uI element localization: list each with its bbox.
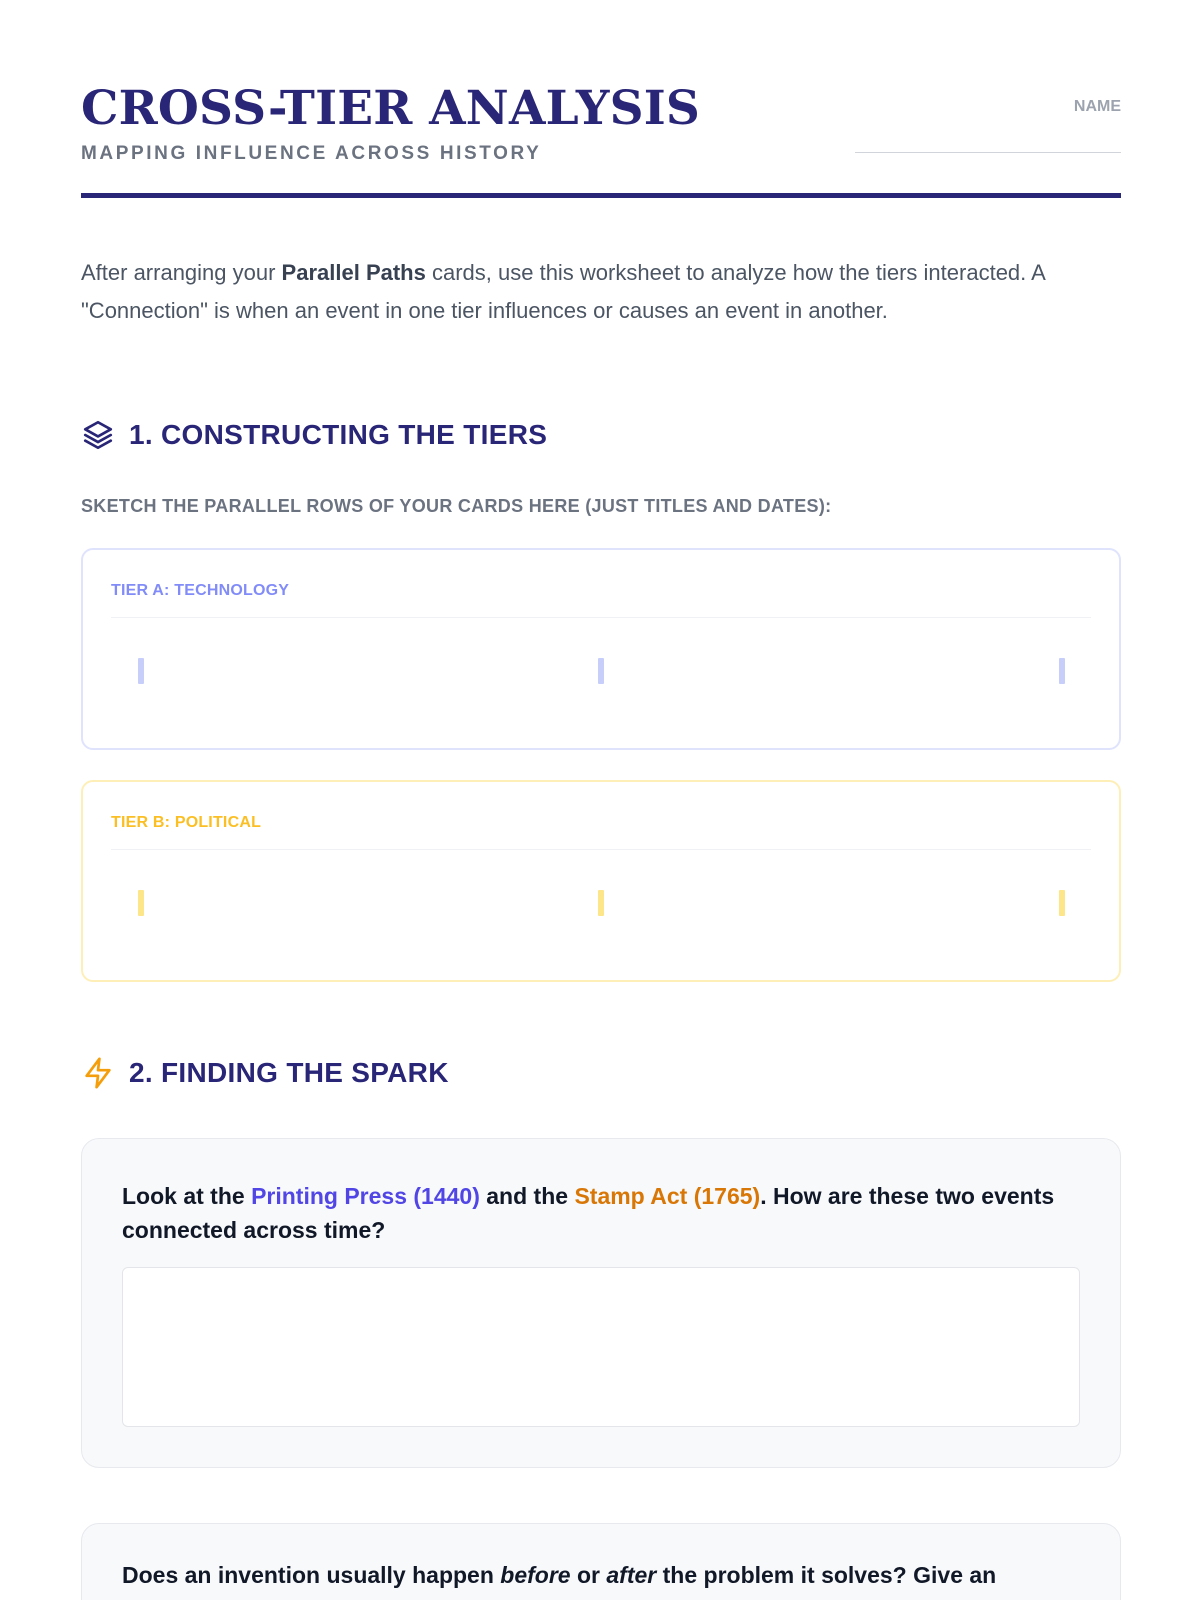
q1-text-part: . How are these two events connected across time? [122, 1183, 1055, 1243]
tier-a-marker [1059, 658, 1065, 684]
sketch-prompt: SKETCH THE PARALLEL ROWS OF YOUR CARDS HERE (JUST TITLES AND DATES): [81, 496, 832, 516]
tier-b-marker [598, 890, 604, 916]
tier-a-marker [598, 658, 604, 684]
layers-icon [81, 418, 115, 452]
section-2-heading [81, 1056, 449, 1090]
name-field-line[interactable] [855, 152, 1121, 153]
name-label: NAME [1073, 98, 1121, 115]
intro-text-start: After arranging your [81, 260, 282, 285]
header-divider [81, 193, 1121, 198]
q1-text-part: Look at the [122, 1183, 252, 1209]
q2-emphasis-after: after [606, 1562, 657, 1588]
q2-emphasis-before: before [500, 1562, 571, 1588]
page-subtitle: MAPPING INFLUENCE ACROSS HISTORY [81, 143, 542, 164]
tier-b-marker [138, 890, 144, 916]
section-1-heading [81, 418, 547, 452]
q1-highlight-printing-press: Printing Press (1440) [251, 1183, 480, 1209]
intro-text-end: cards, use this worksheet to analyze how the tiers interacted. A "Connection" is when an event in one tier influences or causes an event in another. [81, 260, 1045, 323]
tier-a-label: TIER A: TECHNOLOGY [111, 582, 290, 599]
question-2-card [81, 1523, 1121, 1600]
question-1-card [81, 1138, 1121, 1468]
question-1-text [122, 1179, 1080, 1247]
tier-b-marker [1059, 890, 1065, 916]
section-1-title: 1. CONSTRUCTING THE TIERS [129, 419, 548, 450]
tier-a-marker [138, 658, 144, 684]
question-1-answer-box[interactable] [122, 1267, 1080, 1427]
tier-a-card[interactable] [81, 548, 1121, 750]
tier-a-divider [111, 617, 1091, 618]
page-title: CROSS-TIER ANALYSIS [81, 81, 701, 136]
lightning-icon [81, 1056, 115, 1090]
q2-text-part: the problem it solves? Give an [656, 1562, 997, 1588]
q1-highlight-stamp-act: Stamp Act (1765) [574, 1183, 761, 1209]
tier-b-divider [111, 849, 1091, 850]
intro-bold-text: Parallel Paths [281, 260, 426, 285]
q2-text-part: or [570, 1562, 607, 1588]
intro-paragraph [81, 254, 1121, 330]
question-2-text [122, 1558, 1080, 1592]
tier-b-label: TIER B: POLITICAL [111, 814, 262, 831]
q2-text-part: Does an invention usually happen [122, 1562, 501, 1588]
tier-b-card[interactable] [81, 780, 1121, 982]
q1-text-part: and the [479, 1183, 575, 1209]
section-2-title: 2. FINDING THE SPARK [129, 1057, 449, 1088]
worksheet-header [81, 81, 1121, 200]
